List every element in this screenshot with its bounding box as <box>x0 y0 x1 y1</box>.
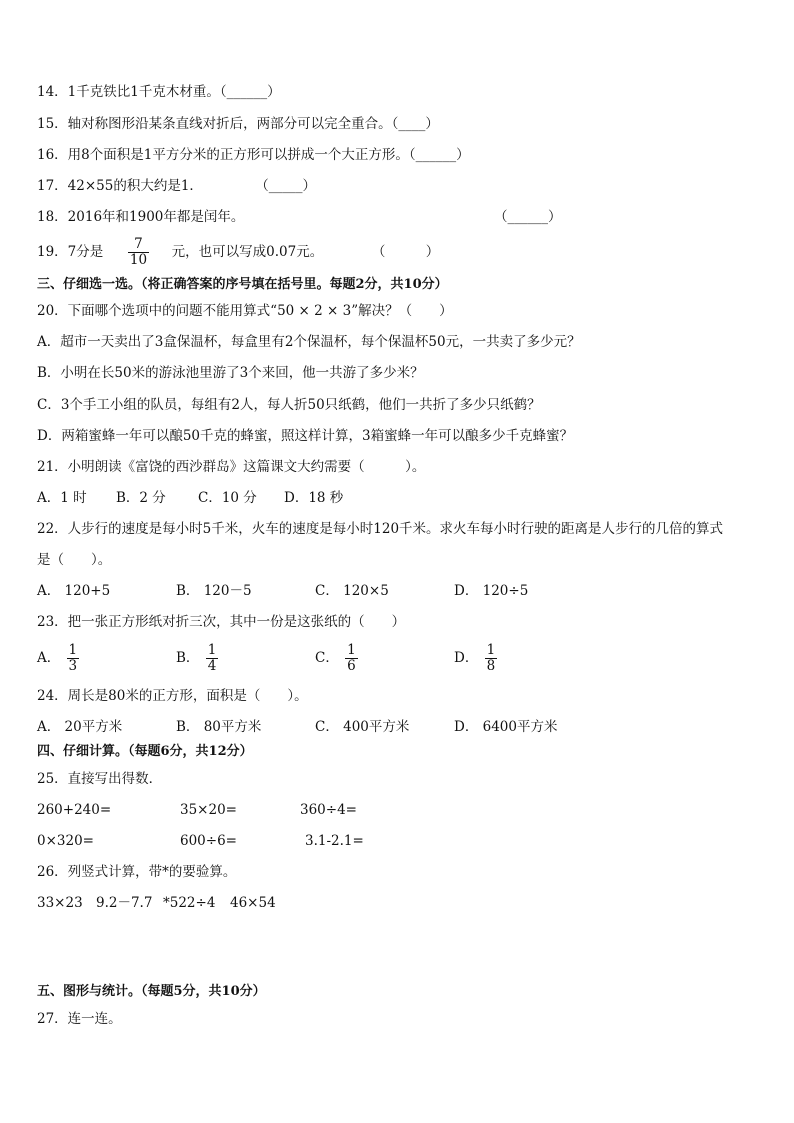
question-19-prefix: 19．7分是 <box>37 244 104 260</box>
fraction-numerator: 1 <box>207 642 217 658</box>
option-label: D． <box>454 650 479 666</box>
question-17-blank[interactable]: （_____） <box>255 178 316 194</box>
question-19-suffix: 元，也可以写成0.07元。 <box>171 244 324 260</box>
calc-row2-col1: 0×320= <box>37 833 94 849</box>
question-21-option-c[interactable]: C．10 分 <box>198 490 257 506</box>
question-23: 23．把一张正方形纸对折三次，其中一份是这张纸的（ ） <box>37 614 406 630</box>
calc-row1-col3: 360÷4= <box>300 802 357 818</box>
question-20-option-a[interactable]: A．超市一天卖出了3盒保温杯，每盒里有2个保温杯，每个保温杯50元，一共卖了多少元？ <box>37 334 581 350</box>
question-19-blank[interactable]: （ ） <box>371 244 440 260</box>
question-24-option-b[interactable]: B． 80平方米 <box>176 719 262 735</box>
option-label: C． <box>315 650 339 666</box>
question-20-option-c[interactable]: C．3个手工小组的队员，每组有2人，每人折50只纸鹤，他们一共折了多少只纸鹤？ <box>37 397 541 413</box>
section-5-heading: 五、图形与统计。（每题5分，共10分） <box>37 984 266 999</box>
question-24-option-a[interactable]: A． 20平方米 <box>37 719 123 735</box>
fraction-denominator: 3 <box>68 658 78 674</box>
question-21: 21．小明朗读《富饶的西沙群岛》这篇课文大约需要（ ）。 <box>37 459 426 475</box>
question-24: 24．周长是80米的正方形，面积是（ ）。 <box>37 688 308 704</box>
fraction-denominator: 8 <box>486 658 496 674</box>
fraction-numerator: 1 <box>68 642 78 658</box>
calc-row1-col1: 260+240= <box>37 802 112 818</box>
section-3-heading: 三、仔细选一选。（将正确答案的序号填在括号里。每题2分，共10分） <box>37 277 448 292</box>
question-18: 18．2016年和1900年都是闰年。 <box>37 209 245 225</box>
question-24-option-c[interactable]: C． 400平方米 <box>315 719 410 735</box>
fraction-numerator: 7 <box>128 237 149 253</box>
question-21-option-d[interactable]: D．18 秒 <box>284 490 344 506</box>
fraction-denominator: 10 <box>129 252 148 268</box>
question-25: 25．直接写出得数． <box>37 771 163 787</box>
fraction-denominator: 6 <box>347 658 356 674</box>
question-22-continued: 是（ ）。 <box>37 552 112 568</box>
fraction-denominator: 4 <box>207 658 217 674</box>
question-22: 22．人步行的速度是每小时5千米，火车的速度是每小时120千米。求火车每小时行驶的距离是人步行的几倍的算式 <box>37 521 724 537</box>
question-21-option-b[interactable]: B．2 分 <box>116 490 166 506</box>
section-4-heading: 四、仔细计算。（每题6分，共12分） <box>37 744 253 759</box>
question-23-option-d[interactable] <box>454 641 499 675</box>
vertical-calc-1: 33×23 <box>37 895 83 911</box>
question-22-option-a[interactable]: A． 120+5 <box>37 583 111 599</box>
fraction-1-8 <box>485 643 498 674</box>
question-19 <box>37 236 439 268</box>
question-16: 16．用8个面积是1平方分米的正方形可以拼成一个大正方形。（______） <box>37 147 470 163</box>
question-26: 26．列竖式计算，带*的要验算。 <box>37 864 237 880</box>
calc-row2-col2: 600÷6= <box>180 833 237 849</box>
question-20-option-d[interactable]: D．两箱蜜蜂一年可以酿50千克的蜂蜜，照这样计算，3箱蜜蜂一年可以酿多少千克蜂蜜？ <box>37 428 574 444</box>
question-23-option-c[interactable] <box>315 641 360 675</box>
fraction-1-6 <box>345 643 358 674</box>
calc-row1-col2: 35×20= <box>180 802 237 818</box>
vertical-calc-3: *522÷4 <box>163 895 216 911</box>
question-20-option-b[interactable]: B．小明在长50米的游泳池里游了3个来回，他一共游了多少米？ <box>37 365 424 381</box>
option-label: A． <box>37 650 61 666</box>
question-27: 27．连一连。 <box>37 1011 122 1027</box>
question-14: 14．1千克铁比1千克木材重。（______） <box>37 84 281 100</box>
fraction-numerator: 1 <box>486 642 496 658</box>
option-label: B． <box>176 650 200 666</box>
question-17 <box>37 177 316 195</box>
question-22-option-d[interactable]: D． 120÷5 <box>454 583 529 599</box>
fraction-1-3 <box>67 643 80 674</box>
question-22-option-b[interactable]: B． 120－5 <box>176 583 252 599</box>
question-23-option-b[interactable] <box>176 641 220 675</box>
question-18-blank[interactable]: （______） <box>494 209 562 225</box>
calc-row2-col3: 3.1-2.1= <box>305 833 364 849</box>
question-23-option-a[interactable] <box>37 641 81 675</box>
question-21-option-a[interactable]: A．1 时 <box>37 490 87 506</box>
question-15: 15．轴对称图形沿某条直线对折后，两部分可以完全重合。（____） <box>37 116 439 132</box>
vertical-calc-4: 46×54 <box>230 895 276 911</box>
question-17-text: 17．42×55的积大约是1． <box>37 178 203 194</box>
fraction-1-4 <box>206 643 219 674</box>
fraction-numerator: 1 <box>347 642 356 658</box>
question-20: 20．下面哪个选项中的问题不能用算式“50 × 2 × 3”解决？（ ） <box>37 303 453 319</box>
fraction-7-10 <box>128 237 149 268</box>
question-22-option-c[interactable]: C． 120×5 <box>315 583 389 599</box>
vertical-calc-2: 9.2－7.7 <box>96 895 153 911</box>
question-24-option-d[interactable]: D． 6400平方米 <box>454 719 558 735</box>
